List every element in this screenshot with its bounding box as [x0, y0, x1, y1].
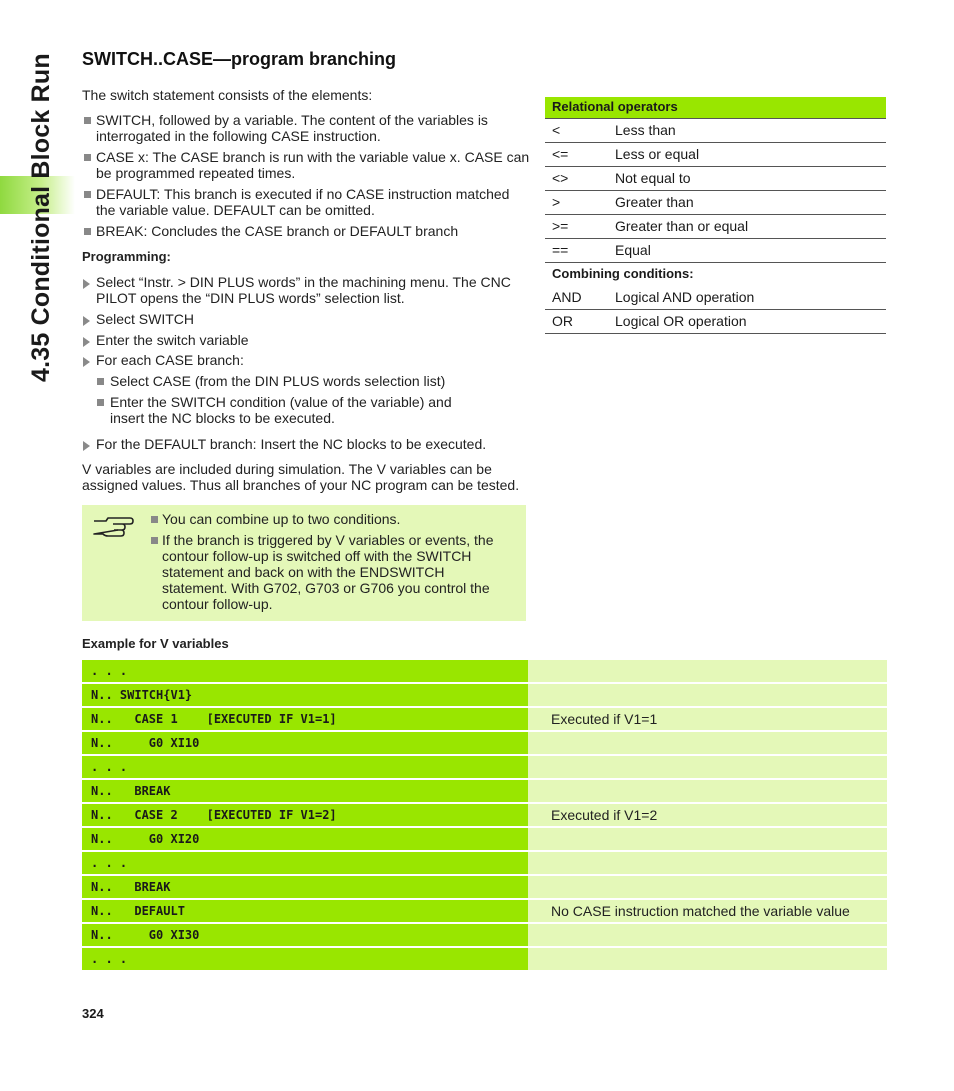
operator: >=	[552, 218, 569, 234]
operator-description: Greater than	[615, 194, 694, 210]
bullet-square	[84, 117, 91, 124]
table-row	[545, 215, 886, 239]
programming-label: Programming:	[82, 249, 171, 264]
operator-description: Not equal to	[615, 170, 691, 186]
step-arrow-icon	[83, 441, 90, 451]
table-row	[545, 143, 886, 167]
code-comment	[528, 828, 887, 850]
operator-description: Logical OR operation	[615, 313, 747, 329]
intro-text: The switch statement consists of the elements:	[82, 87, 373, 103]
code-line: N.. G0 XI20	[82, 828, 528, 850]
table-row	[545, 286, 886, 310]
code-row	[82, 732, 887, 756]
list-item: DEFAULT: This branch is executed if no CASE instruction matched the variable value. DEFAULT can be omitted.	[96, 186, 510, 218]
operator: AND	[552, 289, 582, 305]
list-item: For each CASE branch:	[96, 352, 244, 368]
table-row	[545, 191, 886, 215]
list-item: CASE x: The CASE branch is run with the variable value x. CASE can be programmed repeated times.	[96, 149, 530, 181]
code-line: . . .	[82, 756, 528, 778]
code-comment: Executed if V1=2	[528, 804, 887, 826]
table-row	[545, 119, 886, 143]
code-comment	[528, 948, 887, 970]
code-line: N.. BREAK	[82, 876, 528, 898]
operator: OR	[552, 313, 573, 329]
code-comment	[528, 660, 887, 682]
bullet-square	[84, 191, 91, 198]
code-comment	[528, 732, 887, 754]
code-line: N.. BREAK	[82, 780, 528, 802]
list-item: For the DEFAULT branch: Insert the NC blocks to be executed.	[96, 436, 487, 452]
code-comment	[528, 684, 887, 706]
relational-operators-table	[545, 97, 886, 334]
table-row	[545, 167, 886, 191]
sub-list-item: Select CASE (from the DIN PLUS words selection list)	[110, 373, 446, 389]
operator: <>	[552, 170, 569, 186]
list-item: SWITCH, followed by a variable. The content of the variables is interrogated in the following CASE instruction.	[96, 112, 488, 144]
code-row	[82, 780, 887, 804]
code-comment	[528, 756, 887, 778]
operator-description: Logical AND operation	[615, 289, 755, 305]
table-header: Relational operators	[545, 97, 886, 119]
code-row	[82, 924, 887, 948]
list-item: Select “Instr. > DIN PLUS words” in the machining menu. The CNC PILOT opens the “DIN PLUS words” selection list.	[96, 274, 511, 306]
code-line: N.. G0 XI10	[82, 732, 528, 754]
bullet-square	[97, 399, 104, 406]
code-line: N.. CASE 1 [EXECUTED IF V1=1]	[82, 708, 528, 730]
code-row	[82, 684, 887, 708]
code-row	[82, 660, 887, 684]
example-title: Example for V variables	[82, 636, 229, 651]
code-row	[82, 876, 887, 900]
operator-description: Less than	[615, 122, 676, 138]
section-heading: SWITCH..CASE—program branching	[82, 49, 397, 69]
code-row	[82, 828, 887, 852]
code-comment: Executed if V1=1	[528, 708, 887, 730]
chapter-title: 4.35 Conditional Block Run	[27, 53, 55, 382]
code-comment	[528, 780, 887, 802]
code-line: N.. G0 XI30	[82, 924, 528, 946]
bullet-square	[151, 537, 158, 544]
code-row	[82, 852, 887, 876]
table-row	[545, 310, 886, 334]
bullet-square	[97, 378, 104, 385]
code-line: . . .	[82, 660, 528, 682]
step-arrow-icon	[83, 357, 90, 367]
operator-description: Greater than or equal	[615, 218, 749, 234]
code-row	[82, 804, 887, 828]
bullet-square	[84, 228, 91, 235]
code-line: N.. CASE 2 [EXECUTED IF V1=2]	[82, 804, 528, 826]
sub-list-item: Enter the SWITCH condition (value of the variable) and insert the NC blocks to be executed.	[110, 394, 452, 426]
bullet-square	[151, 516, 158, 523]
code-line: N.. DEFAULT	[82, 900, 528, 922]
vvars-text: V variables are included during simulation. The V variables can be assigned values. Thus all branches of your NC program can be tested.	[82, 461, 520, 493]
code-comment	[528, 924, 887, 946]
operator-description: Less or equal	[615, 146, 700, 162]
list-item: Select SWITCH	[96, 311, 195, 327]
note-box	[82, 505, 526, 621]
note-item: You can combine up to two conditions.	[162, 511, 401, 527]
note-item: If the branch is triggered by V variables or events, the contour follow-up is switched off with the SWITCH statement and back on with the ENDSWITCH statement. With G702, G703 or G706 you control the contour follow-up.	[162, 532, 494, 612]
code-comment: No CASE instruction matched the variable value	[528, 900, 887, 922]
page-number: 324	[82, 1006, 104, 1021]
combining-header: Combining conditions:	[552, 266, 694, 281]
pointing-hand-icon	[92, 513, 134, 539]
code-row	[82, 756, 887, 780]
list-item: Enter the switch variable	[96, 332, 249, 348]
table-row	[545, 239, 886, 263]
operator: <	[552, 122, 561, 138]
code-line: . . .	[82, 852, 528, 874]
code-example-table	[82, 660, 887, 972]
code-line: . . .	[82, 948, 528, 970]
operator: >	[552, 194, 561, 210]
operator: ==	[552, 242, 569, 258]
code-row	[82, 900, 887, 924]
step-arrow-icon	[83, 279, 90, 289]
operator-description: Equal	[615, 242, 651, 258]
code-row	[82, 948, 887, 972]
code-line: N.. SWITCH{V1}	[82, 684, 528, 706]
step-arrow-icon	[83, 337, 90, 347]
list-item: BREAK: Concludes the CASE branch or DEFAULT branch	[96, 223, 459, 239]
step-arrow-icon	[83, 316, 90, 326]
code-comment	[528, 876, 887, 898]
operator: <=	[552, 146, 569, 162]
bullet-square	[84, 154, 91, 161]
code-comment	[528, 852, 887, 874]
code-row	[82, 708, 887, 732]
